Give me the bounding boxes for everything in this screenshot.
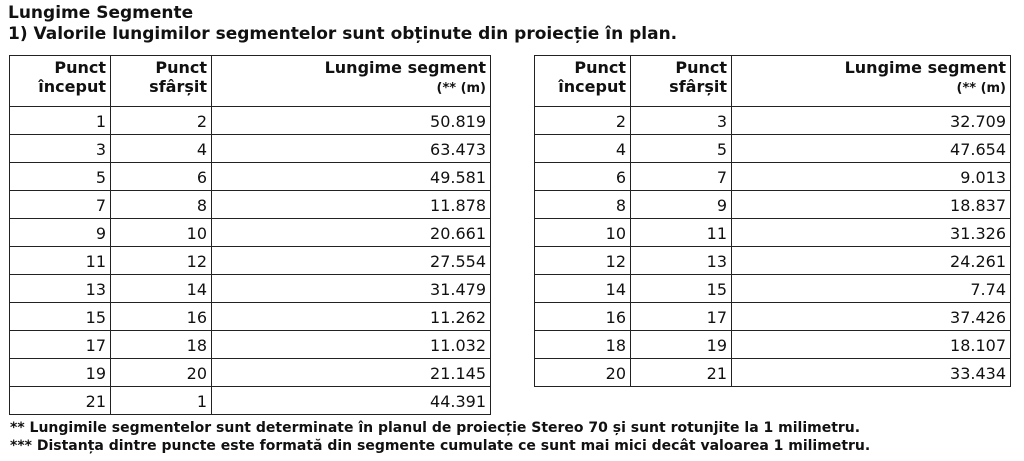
table-row	[535, 219, 1011, 247]
table-row	[535, 191, 1011, 219]
header-end-point: Punct sfârșit	[631, 56, 732, 107]
cell-segment-length: 20.661	[212, 219, 491, 247]
footnote-projection: ** Lungimile segmentelor sunt determinate în planul de proiecție Stereo 70 și sunt rotunjite la 1 milimetru.	[10, 420, 861, 436]
cell-segment-length: 7.74	[732, 275, 1011, 303]
table-row	[10, 191, 491, 219]
cell-end-point: 4	[111, 135, 212, 163]
cell-end-point: 16	[111, 303, 212, 331]
cell-segment-length: 49.581	[212, 163, 491, 191]
cell-segment-length: 27.554	[212, 247, 491, 275]
table-body-right	[535, 107, 1011, 387]
cell-end-point: 11	[631, 219, 732, 247]
cell-end-point: 13	[631, 247, 732, 275]
cell-segment-length: 33.434	[732, 359, 1011, 387]
cell-end-point: 5	[631, 135, 732, 163]
cell-start-point: 9	[10, 219, 111, 247]
cell-start-point: 4	[535, 135, 631, 163]
cell-end-point: 6	[111, 163, 212, 191]
cell-segment-length: 18.107	[732, 331, 1011, 359]
cell-start-point: 10	[535, 219, 631, 247]
cell-segment-length: 11.878	[212, 191, 491, 219]
cell-segment-length: 21.145	[212, 359, 491, 387]
table-row	[10, 107, 491, 135]
cell-start-point: 7	[10, 191, 111, 219]
table-header-row	[535, 56, 1011, 107]
cell-start-point: 1	[10, 107, 111, 135]
table-row	[10, 163, 491, 191]
cell-end-point: 18	[111, 331, 212, 359]
cell-segment-length: 50.819	[212, 107, 491, 135]
cell-segment-length: 47.654	[732, 135, 1011, 163]
cell-start-point: 5	[10, 163, 111, 191]
cell-start-point: 6	[535, 163, 631, 191]
cell-start-point: 17	[10, 331, 111, 359]
table-row	[10, 247, 491, 275]
header-segment-length: Lungime segment (** (m)	[732, 56, 1011, 107]
table-row	[10, 135, 491, 163]
table-row	[535, 247, 1011, 275]
cell-start-point: 12	[535, 247, 631, 275]
cell-start-point: 2	[535, 107, 631, 135]
cell-start-point: 11	[10, 247, 111, 275]
table-row	[535, 135, 1011, 163]
cell-start-point: 13	[10, 275, 111, 303]
cell-end-point: 9	[631, 191, 732, 219]
cell-end-point: 7	[631, 163, 732, 191]
table-row	[10, 303, 491, 331]
cell-start-point: 20	[535, 359, 631, 387]
header-start-point: Punct început	[10, 56, 111, 107]
cell-end-point: 3	[631, 107, 732, 135]
cell-end-point: 12	[111, 247, 212, 275]
cell-segment-length: 9.013	[732, 163, 1011, 191]
cell-end-point: 8	[111, 191, 212, 219]
table-row	[535, 163, 1011, 191]
cell-start-point: 14	[535, 275, 631, 303]
cell-start-point: 19	[10, 359, 111, 387]
cell-end-point: 1	[111, 387, 212, 415]
table-row	[10, 359, 491, 387]
cell-start-point: 3	[10, 135, 111, 163]
cell-start-point: 8	[535, 191, 631, 219]
segments-table-right	[534, 55, 1011, 387]
cell-segment-length: 32.709	[732, 107, 1011, 135]
cell-segment-length: 18.837	[732, 191, 1011, 219]
document-title: Lungime Segmente	[8, 3, 194, 23]
cell-start-point: 16	[535, 303, 631, 331]
cell-segment-length: 44.391	[212, 387, 491, 415]
table-body-left	[10, 107, 491, 415]
document-subtitle: 1) Valorile lungimilor segmentelor sunt obținute din proiecție în plan.	[8, 24, 678, 44]
cell-start-point: 15	[10, 303, 111, 331]
table-row	[535, 275, 1011, 303]
table-row	[10, 387, 491, 415]
table-row	[10, 331, 491, 359]
cell-end-point: 15	[631, 275, 732, 303]
table-row	[10, 219, 491, 247]
cell-segment-length: 31.326	[732, 219, 1011, 247]
cell-segment-length: 37.426	[732, 303, 1011, 331]
cell-end-point: 10	[111, 219, 212, 247]
cell-start-point: 21	[10, 387, 111, 415]
segments-table-left	[9, 55, 491, 415]
table-row	[10, 275, 491, 303]
cell-start-point: 18	[535, 331, 631, 359]
cell-segment-length: 11.032	[212, 331, 491, 359]
cell-segment-length: 24.261	[732, 247, 1011, 275]
table-row	[535, 303, 1011, 331]
cell-end-point: 20	[111, 359, 212, 387]
header-start-point: Punct început	[535, 56, 631, 107]
cell-segment-length: 31.479	[212, 275, 491, 303]
cell-end-point: 19	[631, 331, 732, 359]
table-row	[535, 359, 1011, 387]
cell-end-point: 14	[111, 275, 212, 303]
cell-segment-length: 63.473	[212, 135, 491, 163]
table-row	[535, 107, 1011, 135]
cell-end-point: 21	[631, 359, 732, 387]
cell-end-point: 2	[111, 107, 212, 135]
cell-end-point: 17	[631, 303, 732, 331]
cell-segment-length: 11.262	[212, 303, 491, 331]
table-header-row	[10, 56, 491, 107]
header-segment-length: Lungime segment (** (m)	[212, 56, 491, 107]
footnote-cumulative: *** Distanța dintre puncte este formată din segmente cumulate ce sunt mai mici decât valoarea 1 milimetru.	[10, 438, 871, 454]
table-row	[535, 331, 1011, 359]
header-end-point: Punct sfârșit	[111, 56, 212, 107]
